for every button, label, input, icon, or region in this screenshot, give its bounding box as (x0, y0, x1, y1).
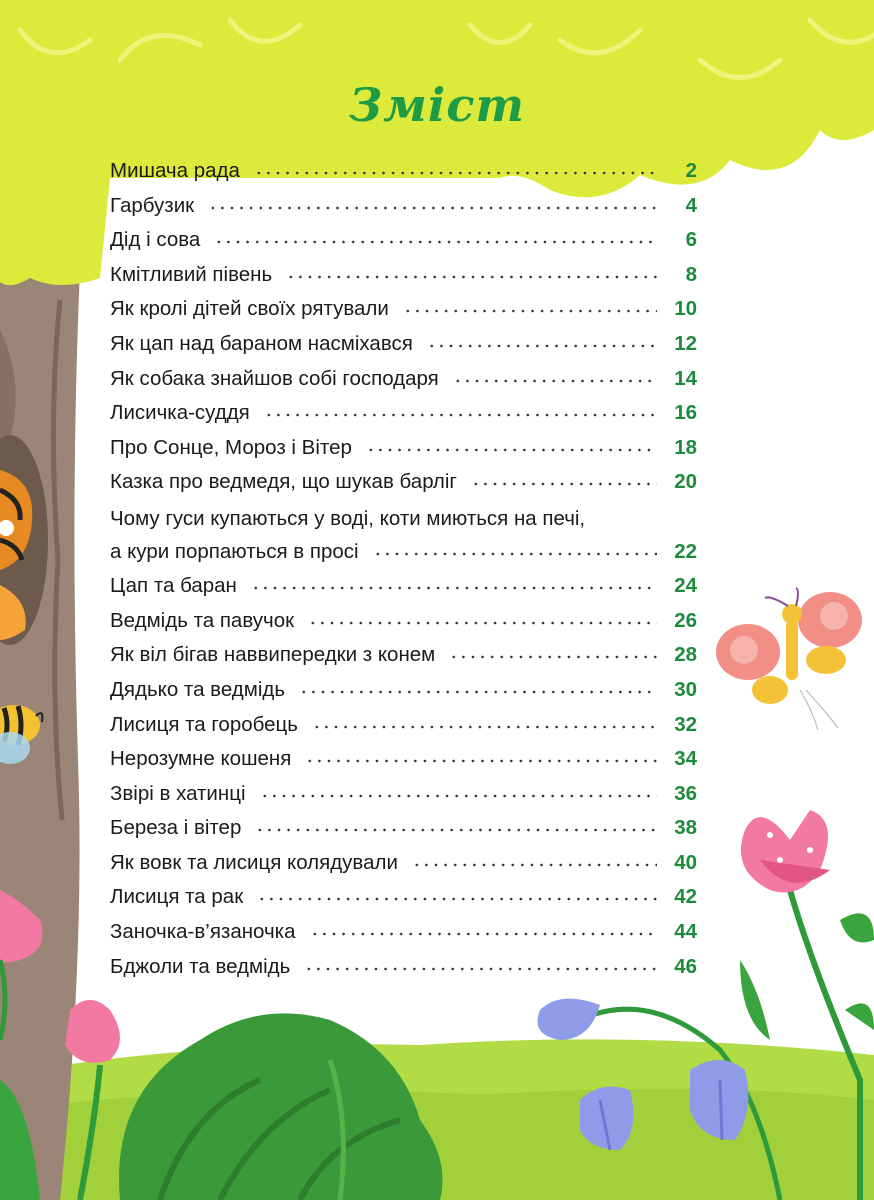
toc-entry[interactable] (110, 436, 697, 471)
toc-entry[interactable] (110, 470, 697, 505)
toc-page-number: 10 (674, 297, 697, 321)
toc-page-number: 18 (674, 435, 697, 459)
toc-page-number: 24 (674, 574, 697, 598)
toc-entry[interactable] (110, 228, 697, 263)
toc-page-number: 36 (674, 781, 697, 805)
toc-page-number: 32 (674, 712, 697, 736)
toc-entry-title: Дід і сова (110, 228, 201, 252)
toc-entry[interactable] (110, 159, 697, 194)
toc-entry-title: Звірі в хатинці (110, 781, 246, 805)
toc-entry[interactable] (110, 297, 697, 332)
dot-leader (255, 828, 657, 832)
toc-entry-title: Казка про ведмедя, що шукав барліг (110, 470, 457, 494)
toc-page-number: 30 (674, 677, 697, 701)
dot-leader (312, 725, 657, 729)
toc-entry[interactable] (110, 505, 697, 574)
dot-leader (286, 275, 657, 279)
toc-page-number: 46 (674, 954, 697, 978)
toc-entry[interactable] (110, 713, 697, 748)
toc-page-number: 6 (685, 228, 697, 252)
toc-entry[interactable] (110, 263, 697, 298)
toc-page-number: 2 (685, 159, 697, 182)
toc-entry[interactable] (110, 643, 697, 678)
toc-entry-title: Цап та баран (110, 574, 237, 598)
toc-entry[interactable] (110, 955, 697, 990)
toc-page-number: 22 (674, 539, 697, 563)
dot-leader (299, 690, 657, 694)
dot-leader (453, 379, 657, 383)
toc-page-number: 44 (674, 920, 697, 944)
toc-entry-title: Нерозумне кошеня (110, 747, 292, 771)
toc-entry[interactable] (110, 609, 697, 644)
toc-page-number: 26 (674, 608, 697, 632)
toc-entry-title: Лисиця та рак (110, 885, 244, 909)
toc-entry-title: Як віл бігав наввипередки з конем (110, 643, 436, 667)
toc-page-number: 20 (674, 470, 697, 494)
toc-entry[interactable] (110, 574, 697, 609)
dot-leader (305, 759, 657, 763)
toc-entry[interactable] (110, 401, 697, 436)
dot-leader (403, 309, 657, 313)
dot-leader (260, 794, 658, 798)
toc-entry[interactable] (110, 851, 697, 886)
green-bush (119, 1013, 443, 1200)
toc-entry-title: Кмітливий півень (110, 262, 273, 286)
toc-entry[interactable] (110, 816, 697, 851)
toc-page-number: 12 (674, 331, 697, 355)
toc-page-number: 16 (674, 401, 697, 425)
toc-entry-title: Гарбузик (110, 193, 195, 217)
dot-leader (208, 206, 657, 210)
dot-leader (264, 413, 657, 417)
toc-entry-title: Береза і вітер (110, 816, 242, 840)
toc-entry-title: Як кролі дітей своїх рятували (110, 297, 389, 321)
toc-entry-title: Лисичка-суддя (110, 401, 250, 425)
toc-entry-title: Заночка-в’язаночка (110, 920, 296, 944)
toc-entry-title: Як вовк та лисиця колядували (110, 850, 398, 874)
toc-entry-title: Як цап над бараном насміхався (110, 331, 413, 355)
tree-trunk (0, 270, 80, 1200)
dot-leader (304, 967, 657, 971)
toc-page-number: 34 (674, 747, 697, 771)
toc-page-number: 8 (685, 262, 697, 286)
toc-page-number: 38 (674, 816, 697, 840)
dot-leader (427, 344, 657, 348)
toc-page-number: 4 (685, 193, 697, 217)
dot-leader (251, 586, 657, 590)
dot-leader (373, 552, 657, 556)
toc-page-number: 42 (674, 885, 697, 909)
page-title: Зміст (348, 78, 526, 132)
toc-entry-title: Ведмідь та павучок (110, 608, 295, 632)
toc-entry-title: Дядько та ведмідь (110, 677, 286, 701)
toc-entry[interactable] (110, 747, 697, 782)
toc-entry[interactable] (110, 678, 697, 713)
dot-leader (471, 482, 657, 486)
toc-entry-title: Бджоли та ведмідь (110, 954, 291, 978)
dot-leader (449, 655, 657, 659)
toc-entry-title-continued: а кури порпаються в просі (110, 539, 359, 563)
dot-leader (412, 863, 657, 867)
table-of-contents (110, 159, 697, 989)
toc-page-number: 40 (674, 850, 697, 874)
toc-entry-title: Чому гуси купаються у воді, коти миються на печі, (110, 506, 586, 530)
toc-entry[interactable] (110, 920, 697, 955)
butterfly-illustration (716, 588, 862, 730)
toc-entry-title: Мишача рада (110, 159, 240, 182)
dot-leader (366, 448, 657, 452)
toc-entry[interactable] (110, 367, 697, 402)
toc-entry[interactable] (110, 885, 697, 920)
dot-leader (310, 932, 657, 936)
toc-page-number: 14 (674, 366, 697, 390)
toc-entry-title: Як собака знайшов собі господаря (110, 366, 439, 390)
toc-entry-title: Лисиця та горобець (110, 712, 298, 736)
toc-page-number: 28 (674, 643, 697, 667)
toc-entry-title: Про Сонце, Мороз і Вітер (110, 435, 352, 459)
dot-leader (308, 621, 657, 625)
dot-leader (254, 171, 657, 175)
dot-leader (214, 240, 657, 244)
toc-entry[interactable] (110, 782, 697, 817)
toc-entry[interactable] (110, 332, 697, 367)
toc-entry[interactable] (110, 194, 697, 229)
dot-leader (257, 897, 657, 901)
